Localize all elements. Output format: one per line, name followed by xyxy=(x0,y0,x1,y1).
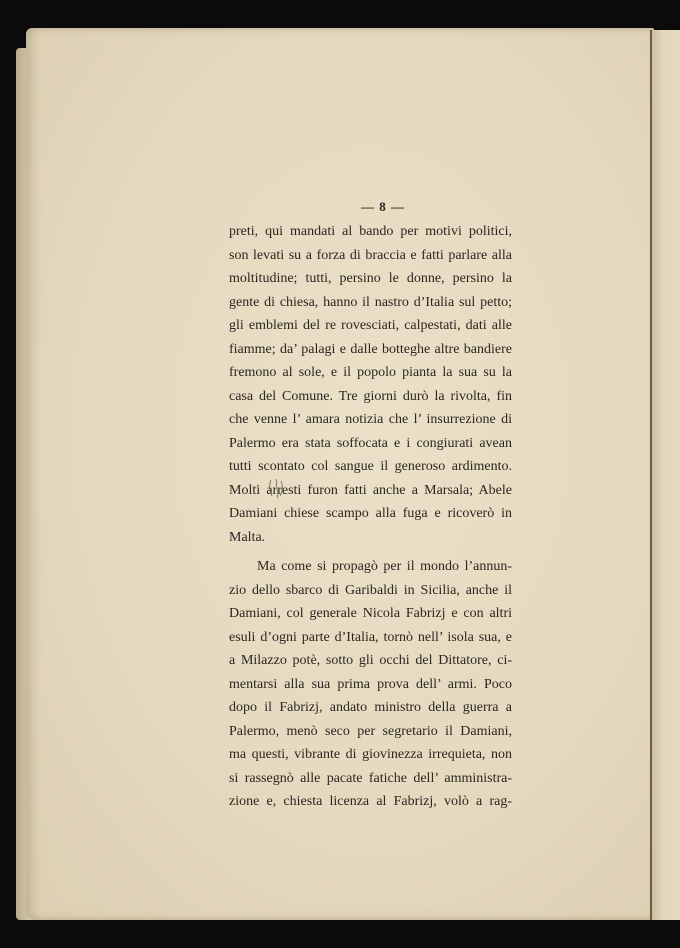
text-line: Malta. xyxy=(229,529,266,545)
text-line: preti, qui mandati al bando per motivi politici, xyxy=(229,224,512,239)
pencil-annotation-mark xyxy=(267,477,285,499)
paragraph-2 xyxy=(229,555,512,814)
text-line: dopo il Fabrizj, andato ministro della guerra a xyxy=(229,700,512,715)
text-line: Damiani, col generale Nicola Fabrizj e con altri xyxy=(229,606,512,621)
text-line: son levati su a forza di braccia e fatti parlare alla xyxy=(229,247,512,263)
text-line: Ma come si propagò per il mondo l’annun- xyxy=(257,559,512,574)
text-line: fiamme; da’ palagi e dalle botteghe altre bandiere xyxy=(229,341,512,357)
text-line: gli emblemi del re rovesciati, calpestati, dati alle xyxy=(229,318,512,333)
page-number: — 8 — xyxy=(361,199,405,214)
adjacent-page-edge xyxy=(650,30,680,920)
text-line: ma questi, vibrante di giovinezza irrequieta, non xyxy=(229,747,512,762)
text-line: mentarsi alla sua prima prova dell’ armi. Poco xyxy=(229,676,512,692)
text-line: moltitudine; tutti, persino le donne, persino la xyxy=(229,271,512,286)
text-line: Molti arresti furon fatti anche a Marsala; Abele xyxy=(229,482,512,498)
text-line: Damiani chiese scampo alla fuga e ricoverò in xyxy=(229,506,512,521)
text-line: zione e, chiesta licenza al Fabrizj, volò a rag- xyxy=(229,794,512,809)
text-line: che venne l’ amara notizia che l’ insurrezione di xyxy=(229,412,512,427)
text-line: a Milazzo potè, sotto gli occhi del Dittatore, ci- xyxy=(229,653,512,668)
text-line: Palermo, menò seco per segretario il Damiani, xyxy=(229,723,512,739)
text-line: fremono al sole, e il popolo pianta la sua su la xyxy=(229,365,512,380)
text-line: esuli d’ogni parte d’Italia, tornò nell’ isola sua, e xyxy=(229,629,512,645)
text-line: si rassegnò alle pacate fatiche dell’ amministra- xyxy=(229,770,512,786)
text-line: casa del Comune. Tre giorni durò la rivolta, fin xyxy=(229,388,512,404)
paragraph-1 xyxy=(229,220,512,549)
text-line: tutti scontato col sangue il generoso ardimento. xyxy=(229,459,512,474)
text-line: gente di chiesa, hanno il nastro d’Italia sul petto; xyxy=(229,294,512,310)
text-line: Palermo era stata soffocata e i congiurati avean xyxy=(229,435,512,451)
page-text xyxy=(229,196,512,814)
text-line: zio dello sbarco di Garibaldi in Sicilia, anche il xyxy=(229,582,512,598)
